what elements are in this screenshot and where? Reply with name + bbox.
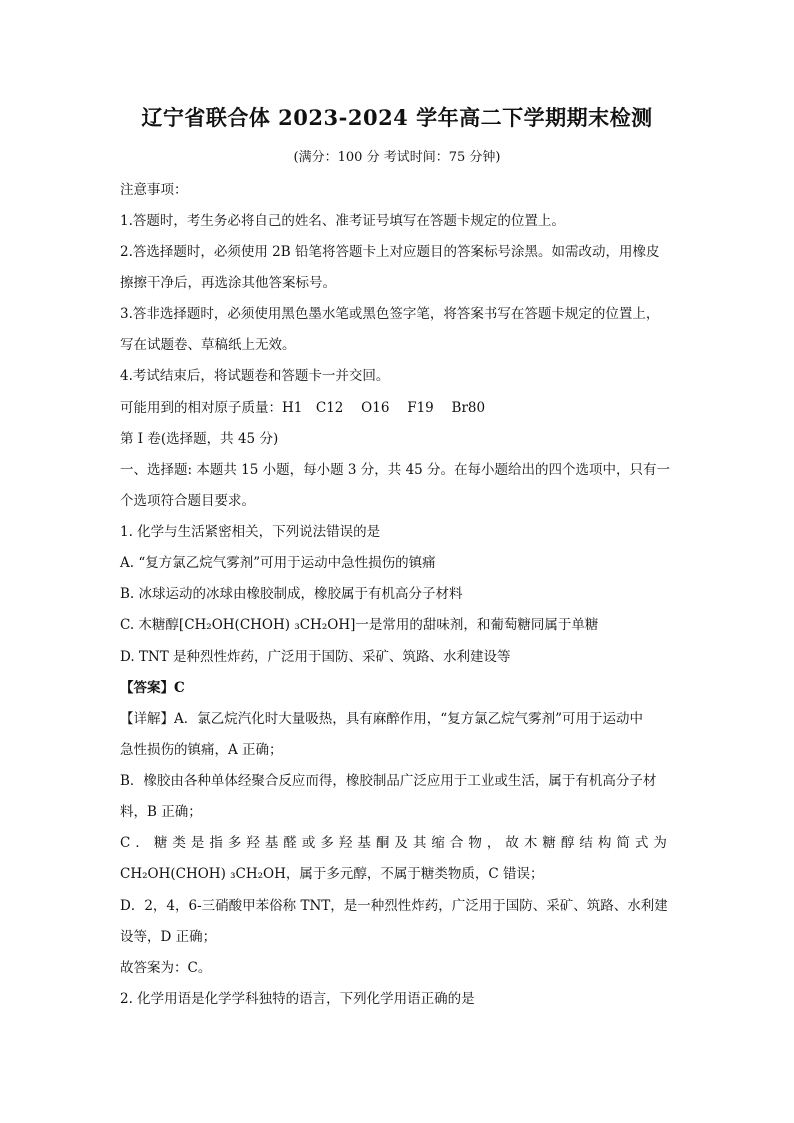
note-item: 擦擦干净后，再选涂其他答案标号。 bbox=[120, 275, 336, 291]
option-a: A. “复方氯乙烷气雾剂”可用于运动中急性损伤的镇痛 bbox=[120, 555, 436, 571]
option-b: B. 冰球运动的冰球由橡胶制成，橡胶属于有机高分子材料 bbox=[120, 586, 463, 602]
exam-title: 辽宁省联合体 2023-2024 学年高二下学期期末检测 bbox=[141, 105, 653, 130]
question-stem: 2. 化学用语是化学学科独特的语言，下列化学用语正确的是 bbox=[120, 991, 475, 1007]
explanation-line: B．橡胶由各种单体经聚合反应而得，橡胶制品广泛应用于工业或生活，属于有机高分子材 bbox=[120, 773, 657, 789]
note-item: 2.答选择题时，必须使用 2B 铅笔将答题卡上对应题目的答案标号涂黑。如需改动，用橡皮 bbox=[120, 244, 660, 260]
exam-subtitle: (满分：100 分 考试时间：75 分钟) bbox=[293, 150, 501, 165]
section-instruction: 个选项符合题目要求。 bbox=[120, 493, 255, 509]
answer-label: 【答案】C bbox=[120, 680, 185, 696]
explanation-line: C．糖类是指多羟基醛或多羟基酮及其缩合物，故木糖醇结构简式为 bbox=[120, 835, 672, 851]
answer-conclusion: 故答案为：C。 bbox=[120, 960, 212, 976]
question-stem: 1. 化学与生活紧密相关，下列说法错误的是 bbox=[120, 524, 381, 540]
option-d: D. TNT 是种烈性炸药，广泛用于国防、采矿、筑路、水利建设等 bbox=[120, 649, 511, 665]
explanation-line: CH₂OH(CHOH) ₃CH₂OH，属于多元醇，不属于糖类物质，C 错误； bbox=[120, 866, 544, 882]
explanation-line: 设等，D 正确； bbox=[120, 929, 217, 945]
option-c: C. 木糖醇[CH₂OH(CHOH) ₃CH₂OH]一是常用的甜味剂，和葡萄糖同属于单糖 bbox=[120, 617, 599, 633]
explanation-line: D．2，4，6-三硝酸甲苯俗称 TNT，是一种烈性炸药，广泛用于国防、采矿、筑路、水利建 bbox=[120, 898, 668, 914]
notes-heading: 注意事项： bbox=[120, 182, 188, 198]
explanation-line: 【详解】A．氯乙烷汽化时大量吸热，具有麻醉作用，“复方氯乙烷气雾剂”可用于运动中 bbox=[120, 711, 644, 727]
atomic-mass-line: 可能用到的相对原子质量：H1 C12 O16 F19 Br80 bbox=[120, 400, 486, 416]
note-item: 3.答非选择题时，必须使用黑色墨水笔或黑色签字笔，将答案书写在答题卡规定的位置上， bbox=[120, 306, 660, 322]
note-item: 1.答题时，考生务必将自己的姓名、准考证号填写在答题卡规定的位置上。 bbox=[120, 213, 565, 229]
section-title: 第 I 卷(选择题，共 45 分) bbox=[120, 431, 279, 447]
section-instruction: 一、选择题: 本题共 15 小题，每小题 3 分，共 45 分。在每小题给出的四个选项中，只有一 bbox=[120, 462, 671, 478]
note-item: 写在试题卷、草稿纸上无效。 bbox=[120, 337, 296, 353]
explanation-line: 急性损伤的镇痛，A 正确； bbox=[120, 742, 283, 758]
note-item: 4.考试结束后，将试题卷和答题卡一并交回。 bbox=[120, 368, 390, 384]
explanation-line: 料，B 正确； bbox=[120, 804, 202, 820]
